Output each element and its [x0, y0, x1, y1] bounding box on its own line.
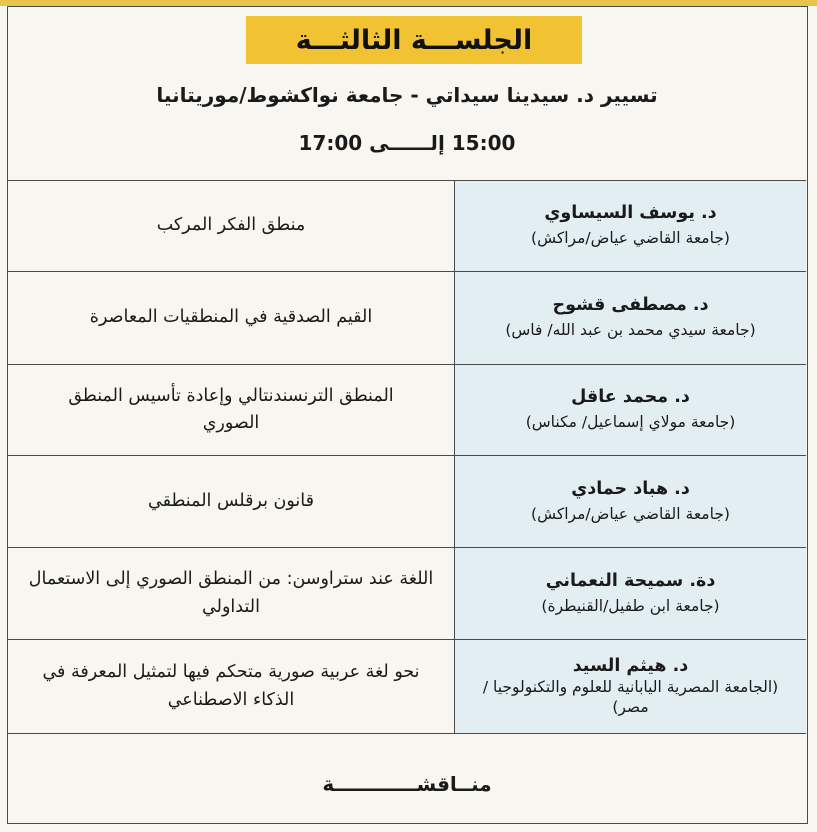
speaker-cell	[454, 272, 806, 364]
discussion-row	[8, 733, 806, 823]
speaker-affiliation: (الجامعة المصرية اليابانية للعلوم والتكنولوجيا /مصر)	[482, 678, 779, 716]
speaker-name: د. يوسف السيساوي	[544, 203, 717, 224]
table-row	[8, 271, 806, 364]
table-row	[8, 639, 806, 733]
speaker-affiliation: (جامعة ابن طفيل/القنيطرة)	[541, 596, 720, 615]
speaker-name: د. مصطفى قشوح	[552, 295, 709, 316]
table-row	[8, 180, 806, 271]
talk-title: نحو لغة عربية صورية متحكم فيها لتمثيل المعرفة في الذكاء الاصطناعي	[42, 662, 420, 710]
speaker-name: دة. سميحة النعماني	[545, 570, 716, 591]
speaker-cell	[454, 640, 806, 733]
speaker-cell	[454, 548, 806, 639]
moderator-line: تسيير د. سيدينا سيداتي - جامعة نواكشوط/موريتانيا	[156, 83, 658, 107]
session-table	[7, 6, 808, 824]
talk-title: قانون برقلس المنطقي	[148, 490, 314, 511]
speaker-affiliation: (جامعة القاضي عياض/مراكش)	[531, 504, 730, 523]
session-time: 15:00 إلــــــى 17:00	[298, 131, 516, 155]
speaker-name: د. هيثم السيد	[572, 656, 689, 677]
table-row	[8, 364, 806, 455]
speaker-affiliation: (جامعة القاضي عياض/مراكش)	[531, 229, 730, 248]
talk-title: المنطق الترنسندنتالي وإعادة تأسيس المنطق الصوري	[68, 385, 394, 433]
speaker-cell	[454, 456, 806, 547]
table-row	[8, 547, 806, 639]
table-row	[8, 455, 806, 547]
speaker-affiliation: (جامعة مولاي إسماعيل/ مكناس)	[525, 413, 736, 432]
talk-title: القيم الصدقية في المنطقيات المعاصرة	[89, 307, 373, 328]
speaker-name: د. هباد حمادي	[571, 478, 690, 499]
session-header	[8, 7, 806, 180]
speaker-affiliation: (جامعة سيدي محمد بن عبد الله/ فاس)	[505, 321, 756, 340]
speaker-name: د. محمد عاقل	[571, 387, 690, 408]
talk-title: اللغة عند ستراوسن: من المنطق الصوري إلى الاستعمال التداولي	[28, 569, 434, 617]
discussion-label: منــاقشــــــــــــة	[322, 772, 492, 796]
talk-title: منطق الفكر المركب	[156, 215, 306, 236]
session-title: الجلســـة الثالثـــة	[246, 16, 582, 64]
speaker-cell	[454, 181, 806, 271]
speaker-cell	[454, 365, 806, 455]
